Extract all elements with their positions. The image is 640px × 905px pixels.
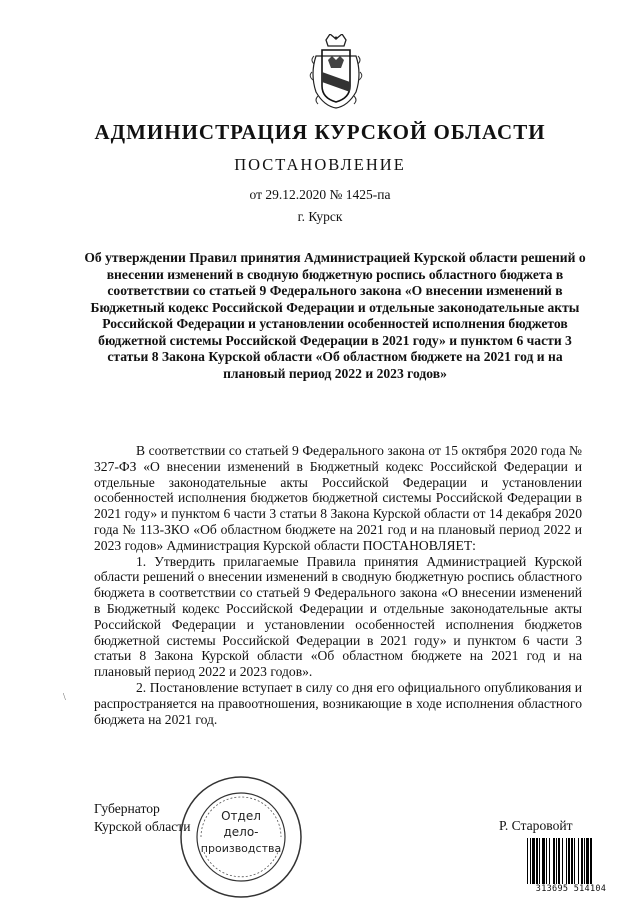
margin-mark: \ bbox=[63, 692, 66, 703]
body-preamble: В соответствии со статьей 9 Федерального закона от 15 октября 2020 года № 327-ФЗ «О внесении изменений в Бюджетный кодекс Российской Федерации и отдельные законодательные акты Российской Федерации и установлении особенностей исполнения бюджетов бюджетной системы Российской Федерации в 2021 году» и пунктом 6 части 3 статьи 8 Закона Курской области от 14 декабря 2020 года № 113-ЗКО «Об областном бюджете на 2021 год и на плановый период 2022 и 2023 годов» Администрация Курской области ПОСТАНОВЛЯЕТ: bbox=[94, 443, 582, 553]
organization-name: АДМИНИСТРАЦИЯ КУРСКОЙ ОБЛАСТИ bbox=[94, 120, 546, 144]
document-date-number: от 29.12.2020 № 1425-па bbox=[249, 187, 391, 202]
stamp-line2: дело- bbox=[223, 825, 259, 839]
stamp-line3: производства bbox=[200, 842, 282, 855]
office-stamp bbox=[176, 772, 306, 902]
signatory-name: Р. Старовойт bbox=[499, 818, 573, 833]
body-item-1: 1. Утвердить прилагаемые Правила принятия Администрацией Курской области решений о внесении изменений в сводную бюджетную роспись областного бюджета в соответствии со статьей 9 Федерального закона «О внесении изменений в Бюджетный кодекс Российской Федерации и отдельные законодательные акты Российской Федерации и установлении особенностей исполнения бюджетов бюджетной системы Российской Федерации в 2021 году» и пунктом 6 части 3 статьи 8 Закона Курской области «Об областном бюджете на 2021 год и на плановый период 2022 и 2023 годов». bbox=[94, 553, 582, 680]
stamp-line1: Отдел bbox=[221, 809, 261, 823]
document-title: Об утверждении Правил принятия Администрацией Курской области решений о внесении изменений в сводную бюджетную роспись областного бюджета в соответствии со статьей 9 Федерального закона «О внесении изменений в Бюджетный кодекс Российской Федерации и отдельные законодательные акты Российской Федерации и установлении особенностей исполнения бюджетов бюджетной системы Российской Федерации в 2021 году» и пунктом 6 части 3 статьи 8 Закона Курской области «Об областном бюджете на 2021 год и на плановый период 2022 и 2023 годов» bbox=[84, 250, 586, 381]
signature-position-line2: Курской области bbox=[94, 819, 191, 834]
document-type: ПОСТАНОВЛЕНИЕ bbox=[234, 155, 406, 174]
barcode-number: 313695 514104 bbox=[535, 884, 607, 894]
signature-position-line1: Губернатор bbox=[94, 801, 160, 816]
body-item-2: 2. Постановление вступает в силу со дня его официального опубликования и распространяется на правоотношения, возникающие в ходе исполнения областного бюджета на 2021 год. bbox=[94, 679, 582, 727]
coat-of-arms-emblem bbox=[308, 34, 364, 110]
document-city: г. Курск bbox=[297, 209, 343, 224]
barcode bbox=[527, 838, 615, 884]
document-body bbox=[94, 443, 582, 727]
